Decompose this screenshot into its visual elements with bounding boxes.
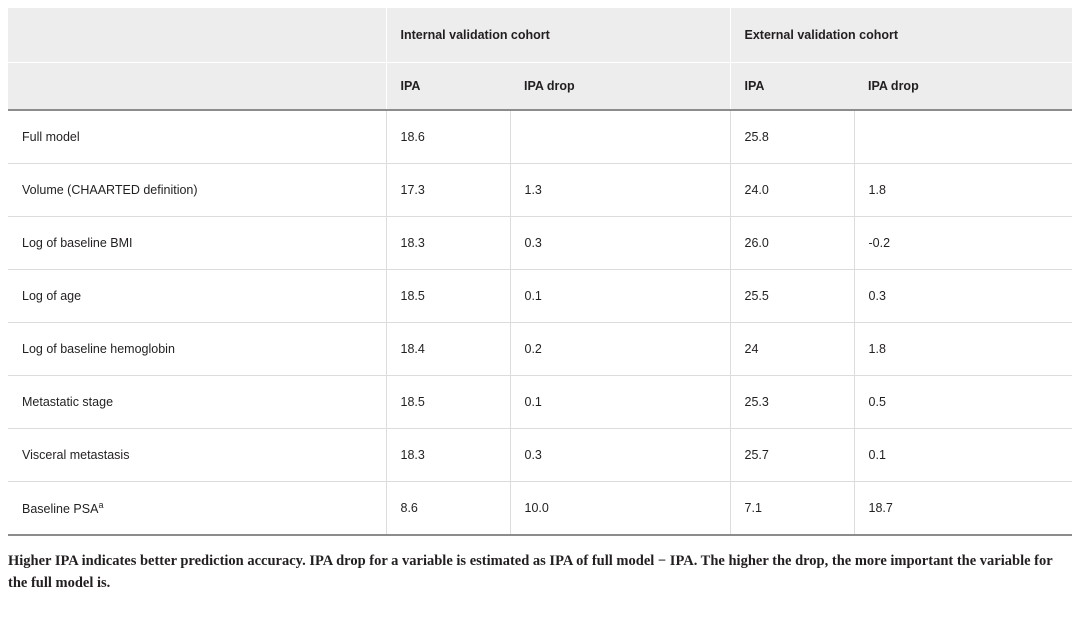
cell-internal-ipa: 8.6 [386,482,510,536]
table-head [8,8,1072,110]
row-label: Visceral metastasis [8,429,386,482]
group-header-internal: Internal validation cohort [386,8,730,63]
cell-internal-ipa-drop: 0.1 [510,376,730,429]
table-sub-header-row [8,63,1072,111]
cell-internal-ipa: 17.3 [386,164,510,217]
table-row [8,323,1072,376]
sub-header-internal-ipa-drop: IPA drop [510,63,730,111]
cell-external-ipa: 24.0 [730,164,854,217]
cell-external-ipa: 25.8 [730,110,854,164]
row-label: Volume (CHAARTED definition) [8,164,386,217]
table-row [8,164,1072,217]
table-footnote: Higher IPA indicates better prediction accuracy. IPA drop for a variable is estimated as IPA of full model − IPA. The higher the drop, the more important the variable for the full model is. [8,553,1053,592]
cell-external-ipa: 25.5 [730,270,854,323]
cell-internal-ipa: 18.3 [386,217,510,270]
cell-external-ipa-drop: 0.5 [854,376,1072,429]
row-label: Log of baseline hemoglobin [8,323,386,376]
row-label: Metastatic stage [8,376,386,429]
cell-external-ipa-drop: 0.1 [854,429,1072,482]
cell-internal-ipa-drop: 0.2 [510,323,730,376]
cell-internal-ipa: 18.5 [386,376,510,429]
table-row [8,110,1072,164]
table-row [8,482,1072,536]
cell-internal-ipa-drop: 0.3 [510,217,730,270]
row-label-text: Baseline PSA [22,502,99,517]
sub-header-external-ipa: IPA [730,63,854,111]
cell-external-ipa-drop: 1.8 [854,323,1072,376]
table-body [8,110,1072,535]
cell-internal-ipa: 18.3 [386,429,510,482]
cell-external-ipa-drop: 0.3 [854,270,1072,323]
table-row [8,217,1072,270]
sub-header-blank [8,63,386,111]
cell-internal-ipa: 18.4 [386,323,510,376]
table-page [0,8,1080,620]
row-label: Full model [8,110,386,164]
table-row [8,376,1072,429]
cell-external-ipa: 26.0 [730,217,854,270]
group-header-external: External validation cohort [730,8,1072,63]
cell-internal-ipa-drop [510,110,730,164]
table-row [8,270,1072,323]
cell-external-ipa: 24 [730,323,854,376]
cell-internal-ipa-drop: 0.3 [510,429,730,482]
cell-external-ipa: 7.1 [730,482,854,536]
cell-internal-ipa-drop: 1.3 [510,164,730,217]
results-table [8,8,1072,536]
cell-external-ipa-drop: 1.8 [854,164,1072,217]
group-header-blank [8,8,386,63]
table-group-header-row [8,8,1072,63]
row-label: Log of age [8,270,386,323]
cell-external-ipa-drop [854,110,1072,164]
cell-external-ipa-drop: -0.2 [854,217,1072,270]
row-label [8,482,386,536]
row-label: Log of baseline BMI [8,217,386,270]
sub-header-internal-ipa: IPA [386,63,510,111]
cell-internal-ipa: 18.5 [386,270,510,323]
cell-internal-ipa: 18.6 [386,110,510,164]
row-label-footnote-marker: a [98,499,104,510]
sub-header-external-ipa-drop: IPA drop [854,63,1072,111]
cell-external-ipa: 25.7 [730,429,854,482]
table-row [8,429,1072,482]
cell-external-ipa: 25.3 [730,376,854,429]
cell-internal-ipa-drop: 10.0 [510,482,730,536]
cell-external-ipa-drop: 18.7 [854,482,1072,536]
cell-internal-ipa-drop: 0.1 [510,270,730,323]
